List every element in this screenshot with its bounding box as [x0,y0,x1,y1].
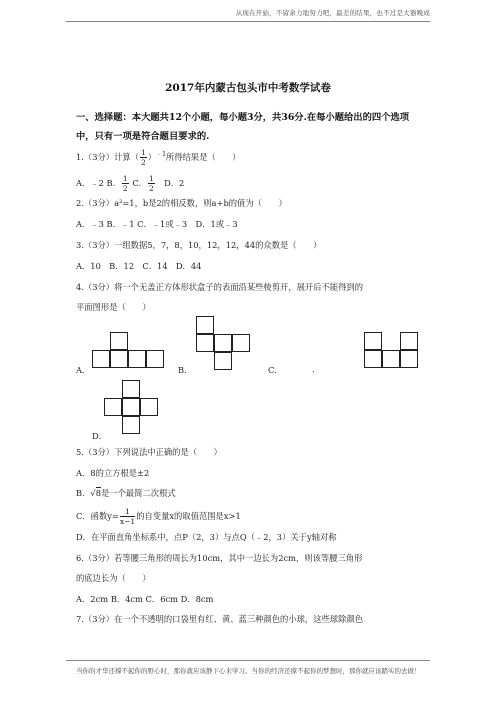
question-5-option-c: C．函数y= $\frac{1}{x-1}$ 的自变量x的取值范围是x>1 [76,507,241,526]
section-heading: 一、选择题：本大题共12个小题，每小题3分，共36分.在每小题给出的四个选项中，只有一项是符合题目要求的. [76,112,410,142]
question-7: 7.（3分）在一个不透明的口袋里有红、黄、蓝三种颜色的小球，这些球除颜色 [76,614,363,624]
footer-divider [66,660,430,661]
question-2-options: A．﹣3 B．﹣1 C．﹣1或﹣3 D．1或﹣3 [76,219,238,229]
question-3: 3.（3分）一组数据5，7，8，10，12，12，44的众数是（ ） [76,240,322,250]
fraction: $\frac{1}{2}$ [140,148,146,167]
question-4-line2: 平面图形是（ ） [76,302,151,312]
question-5: 5.（3分）下列说法中正确的是（ ） [76,447,222,457]
fraction: $\frac{1}{2}$ [122,174,128,193]
exam-title: 2017年内蒙古包头市中考数学试卷 [165,82,331,94]
question-6-line1: 6.（3分）若等腰三角形的周长为10cm，其中一边长为2cm，则该等腰三角形 [76,553,363,563]
question-4-line1: 4.（3分）将一个无盖正方体形状盒子的表面沿某些棱剪开，展开后不能得到的 [76,282,363,292]
question-6-line2: 的底边长为（ ） [76,573,151,583]
sqrt-symbol: √ [90,488,96,498]
option-b-label: B． [178,365,193,375]
page-header: 从现在开始，不留余力地努力吧，最差的结果，也不过是大器晚成 [235,9,430,17]
fraction: $\frac{1}{x-1}$ [119,507,136,526]
option-d-label: D． [92,431,107,441]
page-footer: 当你的才华还撑不起你的野心时，那你就应该静下心来学习。当你的经济还撑不起你的梦想时，那你就应该踏实的去做！ [76,667,421,675]
fraction: $\frac{1}{2}$ [148,174,154,193]
option-c-dot: . [312,364,315,374]
option-c-label: C． [268,365,283,375]
question-1: 1.（3分）计算（ $\frac{1}{2}$ ）$^{﹣1}$所得结果是（ ） [76,148,241,167]
question-5-option-d: D．在平面直角坐标系中，点P（2，3）与点Q（﹣2，3）关于y轴对称 [76,532,337,542]
header-divider [66,21,430,22]
question-3-options: A．10 B．12 C．14 D．44 [76,261,202,271]
question-5-option-b: B．√8是一个最简二次根式 [76,488,176,498]
question-6-options: A．2cm B．4cm C．6cm D．8cm [76,594,214,604]
question-2: 2.（3分）a²=1，b是2的相反数，则a+b的值为（ ） [76,198,287,208]
question-5-option-a: A．8的立方根是±2 [76,468,150,478]
question-1-options: A．﹣2 B． $\frac{1}{2}$ C． $\frac{1}{2}$ D．2 [76,174,185,193]
option-a-label: A． [76,365,91,375]
